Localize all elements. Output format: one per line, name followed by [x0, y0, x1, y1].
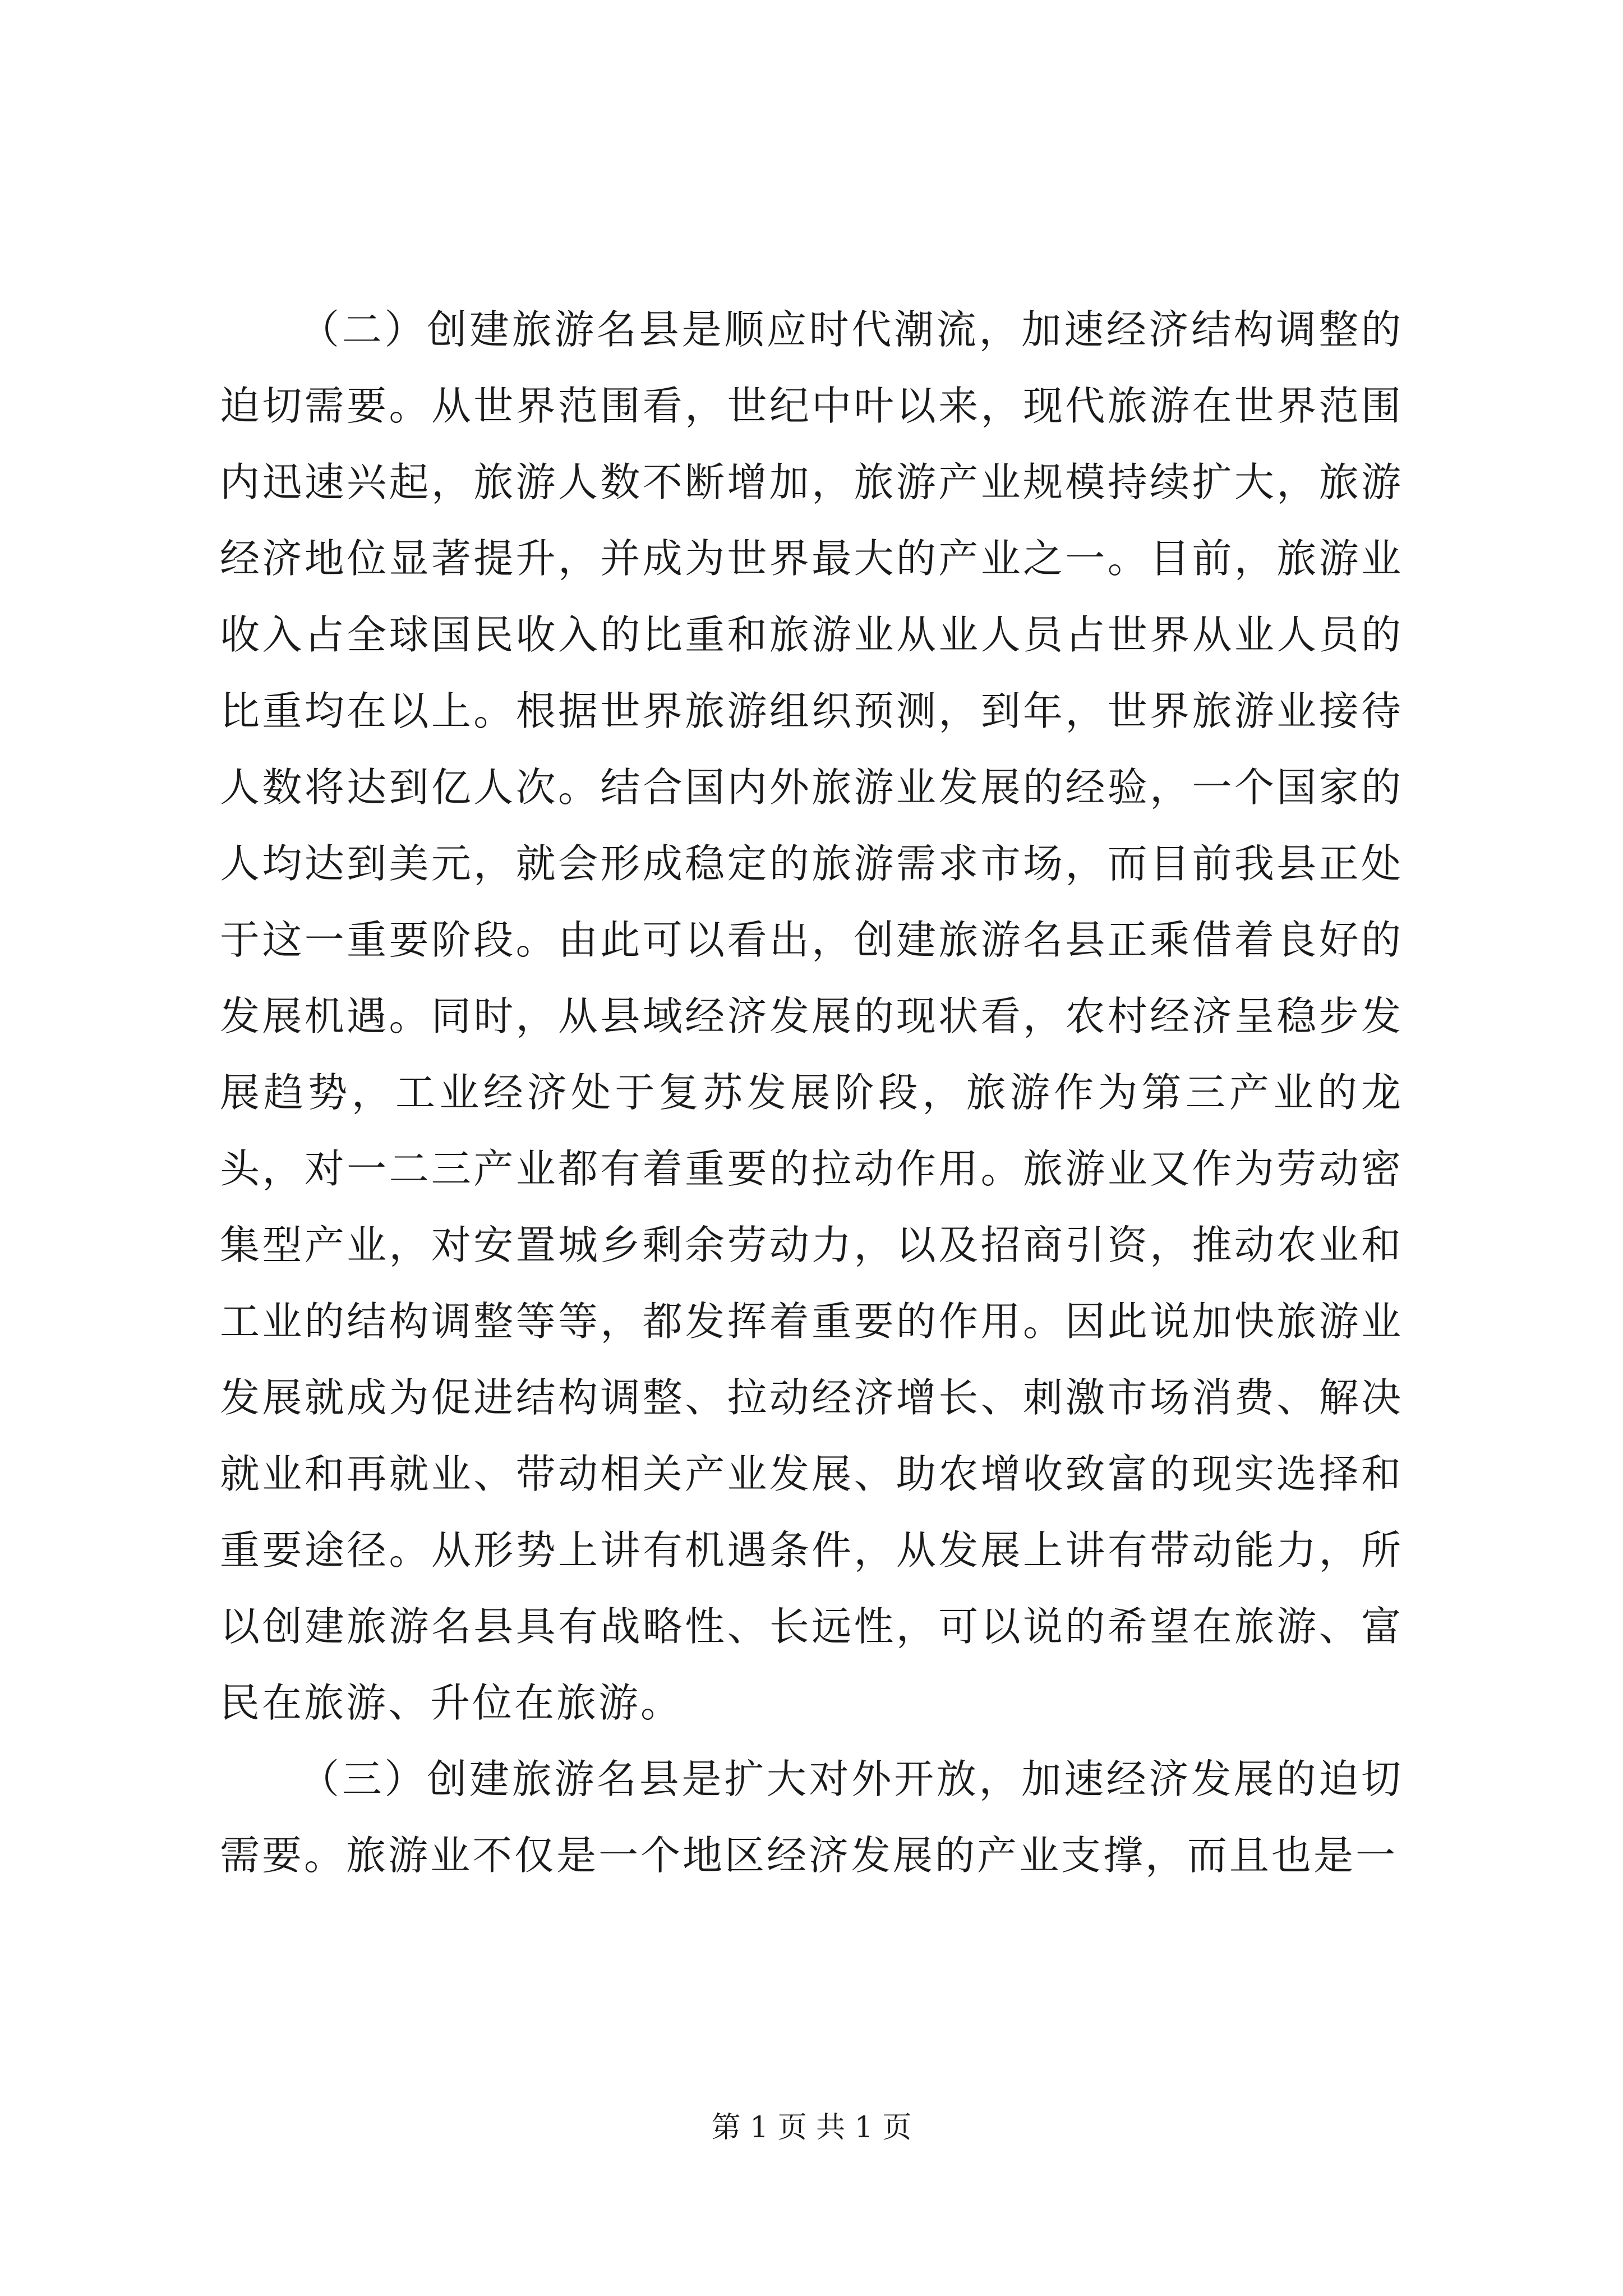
document-body — [220, 292, 1403, 1894]
paragraph-3: （三）创建旅游名县是扩大对外开放，加速经济发展的迫切需要。旅游业不仅是一个地区经济发展的产业支撑，而且也是一 — [220, 1756, 1403, 1879]
paragraph-2: （二）创建旅游名县是顺应时代潮流，加速经济结构调整的迫切需要。从世界范围看，世纪中叶以来，现代旅游在世界范围内迅速兴起，旅游人数不断增加，旅游产业规模持续扩大，旅游经济地位显著提升，并成为世界最大的产业之一。目前，旅游业收入占全球国民收入的比重和旅游业从业人员占世界从业人员的比重均在以上。根据世界旅游组织预测，到年，世界旅游业接待人数将达到亿人次。结合国内外旅游业发展的经验，一个国家的人均达到美元，就会形成稳定的旅游需求市场，而目前我县正处于这一重要阶段。由此可以看出，创建旅游名县正乘借着良好的发展机遇。同时，从县域经济发展的现状看，农村经济呈稳步发展趋势，工业经济处于复苏发展阶段，旅游作为第三产业的龙头，对一二三产业都有着重要的拉动作用。旅游业又作为劳动密集型产业，对安置城乡剩余劳动力，以及招商引资，推动农业和工业的结构调整等等，都发挥着重要的作用。因此说加快旅游业发展就成为促进结构调整、拉动经济增长、刺激市场消费、解决就业和再就业、带动相关产业发展、助农增收致富的现实选择和重要途径。从形势上讲有机遇条件，从发展上讲有带动能力，所以创建旅游名县具有战略性、长远性，可以说的希望在旅游、富民在旅游、升位在旅游。 — [220, 306, 1403, 1726]
page-footer: 第 1 页 共 1 页 — [711, 2111, 912, 2145]
